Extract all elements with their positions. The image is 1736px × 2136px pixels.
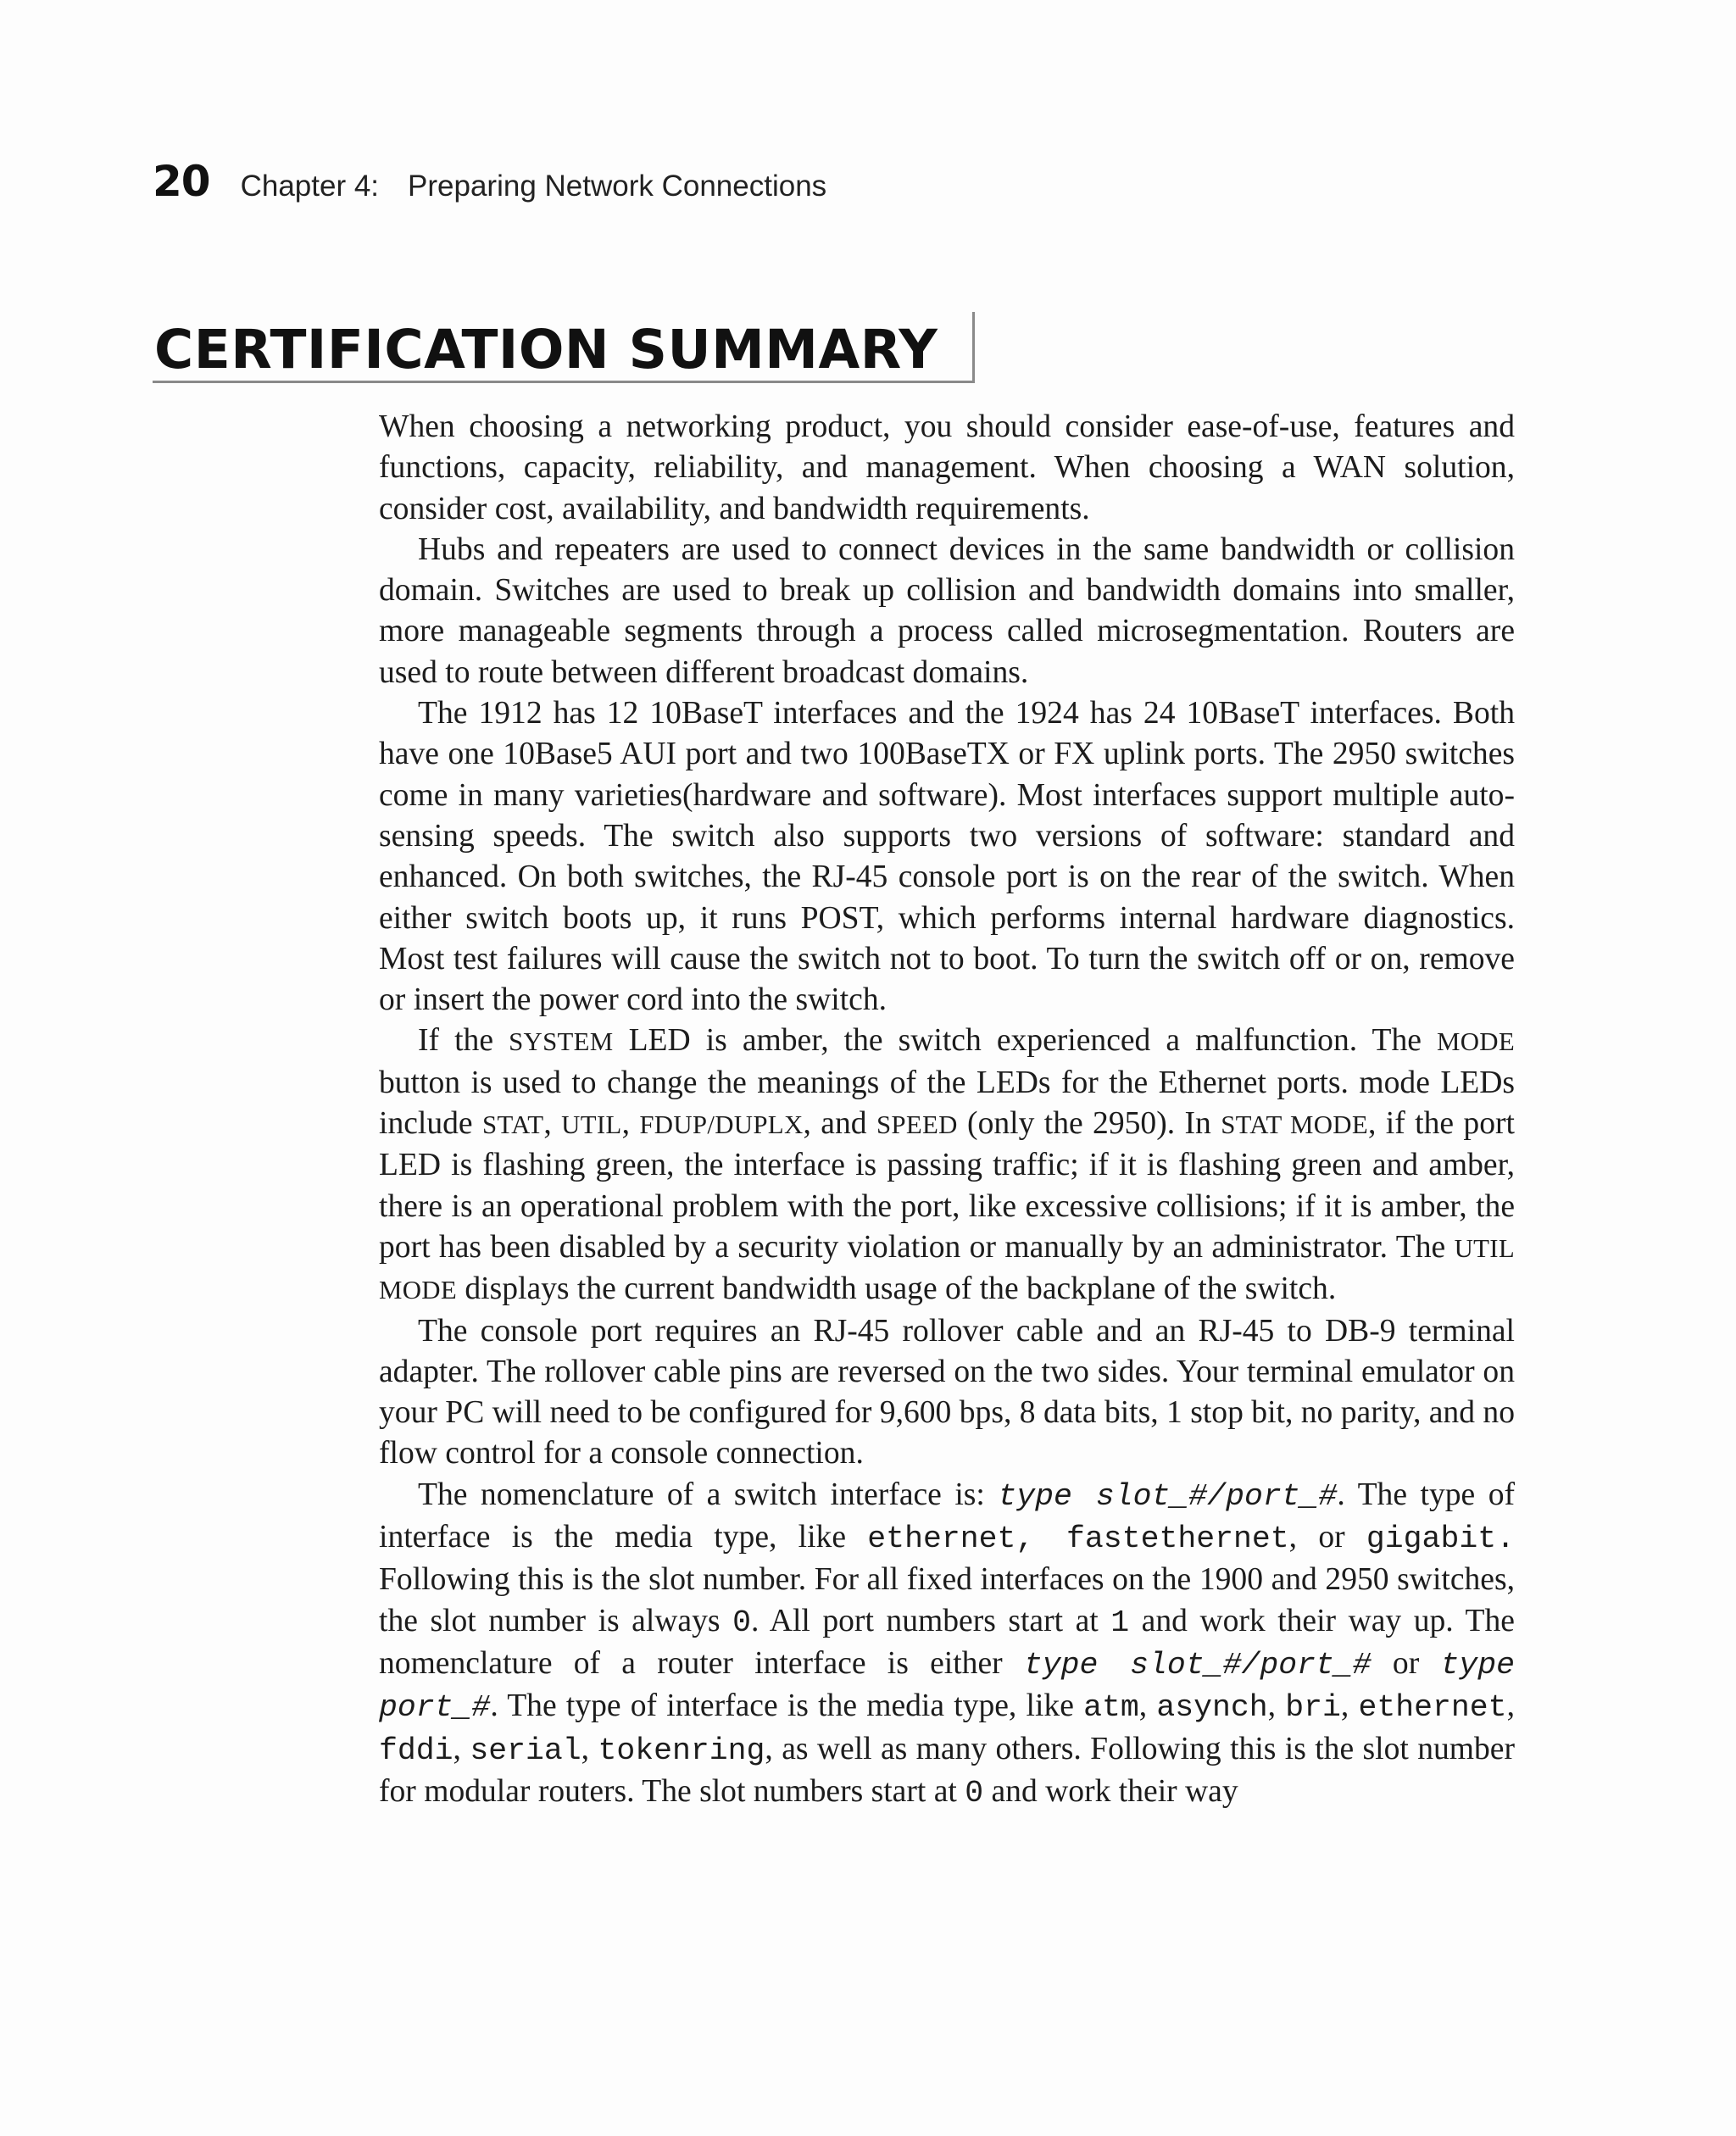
paragraph-3: The 1912 has 12 10BaseT interfaces and the 1924 has 24 10BaseT interfaces. Both have one 10Base5 AUI port and two 100BaseTX or FX uplink ports. The 2950 switches come in many varieties(hardware and software). Most interfaces support multiple auto-sensing speeds. The switch also supports two versions of software: standard and enhanced. On both switches, the RJ-45 console port is on the rear of the switch. When either switch boots up, it runs POST, which performs internal hardware diagnostics. Most test failures will cause the switch not to boot. To turn the switch off or on, remove or insert the power cord into the switch. (379, 696, 1515, 1018)
running-header (153, 157, 826, 206)
text-run: , (453, 1731, 470, 1766)
text-run: or (1371, 1645, 1441, 1681)
text-run: If the (418, 1023, 509, 1059)
mode-name: STAT (482, 1110, 544, 1140)
text-run: and work their way (983, 1773, 1238, 1809)
chapter-title: Preparing Network Connections (408, 170, 827, 203)
text-run: , (543, 1106, 562, 1142)
mode-name: UTIL MODE (379, 1233, 1515, 1305)
text-run: , and (803, 1106, 876, 1142)
text-run: , (1340, 1688, 1359, 1724)
code-value: 1 (1110, 1605, 1130, 1640)
text-run: (only the 2950). In (957, 1106, 1221, 1142)
code-value: 0 (732, 1605, 751, 1640)
code-keyword: fddi (379, 1733, 453, 1768)
paragraph-1: When choosing a networking product, you should consider ease-of-use, features and functions, capacity, reliability, and management. When choosing a WAN solution, consider cost, availability, and bandwidth requirements. (379, 409, 1515, 526)
paragraph-4 (379, 1021, 1515, 1310)
text-run: , (1506, 1688, 1515, 1724)
mode-name: STAT MODE (1221, 1110, 1368, 1140)
text-run: and work their way up. The nomenclature of a router interface is either (379, 1603, 1515, 1681)
mode-name: FDUP/DUPLX (639, 1110, 804, 1140)
text-run: button is used to change the meanings of the LEDs for the Ethernet ports. mode LEDs include (379, 1065, 1515, 1142)
text-run: , as well as many others. Following this is the slot number for modular routers. The slot numbers start at (379, 1731, 1516, 1809)
section-heading-frame (153, 312, 975, 383)
text-run: , (621, 1106, 640, 1142)
text-run: LED is amber, the switch experienced a malfunction. The (613, 1023, 1438, 1059)
code-value: 0 (965, 1775, 984, 1811)
code-keyword: ethernet (1358, 1690, 1507, 1726)
code-keyword: ethernet, fastethernet (867, 1521, 1289, 1557)
paragraph-6 (379, 1475, 1515, 1814)
mode-name: UTIL (561, 1110, 622, 1140)
code-syntax: type slot_#/port_# (998, 1478, 1338, 1514)
paragraph-2: Hubs and repeaters are used to connect devices in the same bandwidth or collision domain. Switches are used to break up collision and bandwidth domains into smaller, more manageable segments through a process called microsegmentation. Routers are used to route between different broadcast domains. (379, 531, 1515, 690)
text-run: , (581, 1731, 598, 1766)
code-syntax: type port_# (379, 1647, 1515, 1726)
text-run: , (1138, 1688, 1157, 1724)
code-keyword: serial (470, 1733, 581, 1768)
text-run: The nomenclature of a switch interface is: (418, 1477, 999, 1512)
led-name: SYSTEM (509, 1027, 614, 1057)
code-keyword: asynch (1156, 1690, 1268, 1726)
code-keyword: tokenring (598, 1733, 765, 1768)
code-syntax: type slot_#/port_# (1023, 1647, 1372, 1683)
text-run: Following this is the slot number. For all fixed interfaces on the 1900 and 2950 switches, the slot number is always (379, 1562, 1515, 1638)
text-run: , or (1288, 1520, 1366, 1555)
paragraph-5: The console port requires an RJ-45 rollover cable and an RJ-45 to DB-9 terminal adapter. The rollover cable pins are reversed on the two sides. Your terminal emulator on your PC will need to be configured for 9,600 bps, 8 data bits, 1 stop bit, no parity, and no flow control for a console connection. (379, 1313, 1515, 1471)
text-run: . The type of interface is the media type, like (379, 1477, 1515, 1555)
text-run: , (1267, 1688, 1286, 1724)
code-keyword: bri (1285, 1690, 1341, 1726)
code-keyword: atm (1083, 1690, 1139, 1726)
section-heading: CERTIFICATION SUMMARY (154, 319, 938, 381)
button-name: MODE (1437, 1027, 1515, 1057)
text-run: . All port numbers start at (750, 1603, 1111, 1638)
chapter-label: Chapter 4: (240, 170, 380, 203)
text-run: , if the port LED is flashing green, the interface is passing traffic; if it is flashing green and amber, there is an operational problem with the port, like excessive collisions; if it is amber, the port has been disabled by a security violation or manually by an administrator. The (379, 1106, 1515, 1265)
mode-name: SPEED (876, 1110, 958, 1140)
code-keyword: gigabit. (1366, 1521, 1515, 1557)
body-text (379, 407, 1515, 1814)
text-run: . The type of interface is the media type, like (490, 1688, 1084, 1724)
page-number: 20 (153, 157, 210, 206)
text-run: displays the current bandwidth usage of the backplane of the switch. (456, 1271, 1337, 1307)
